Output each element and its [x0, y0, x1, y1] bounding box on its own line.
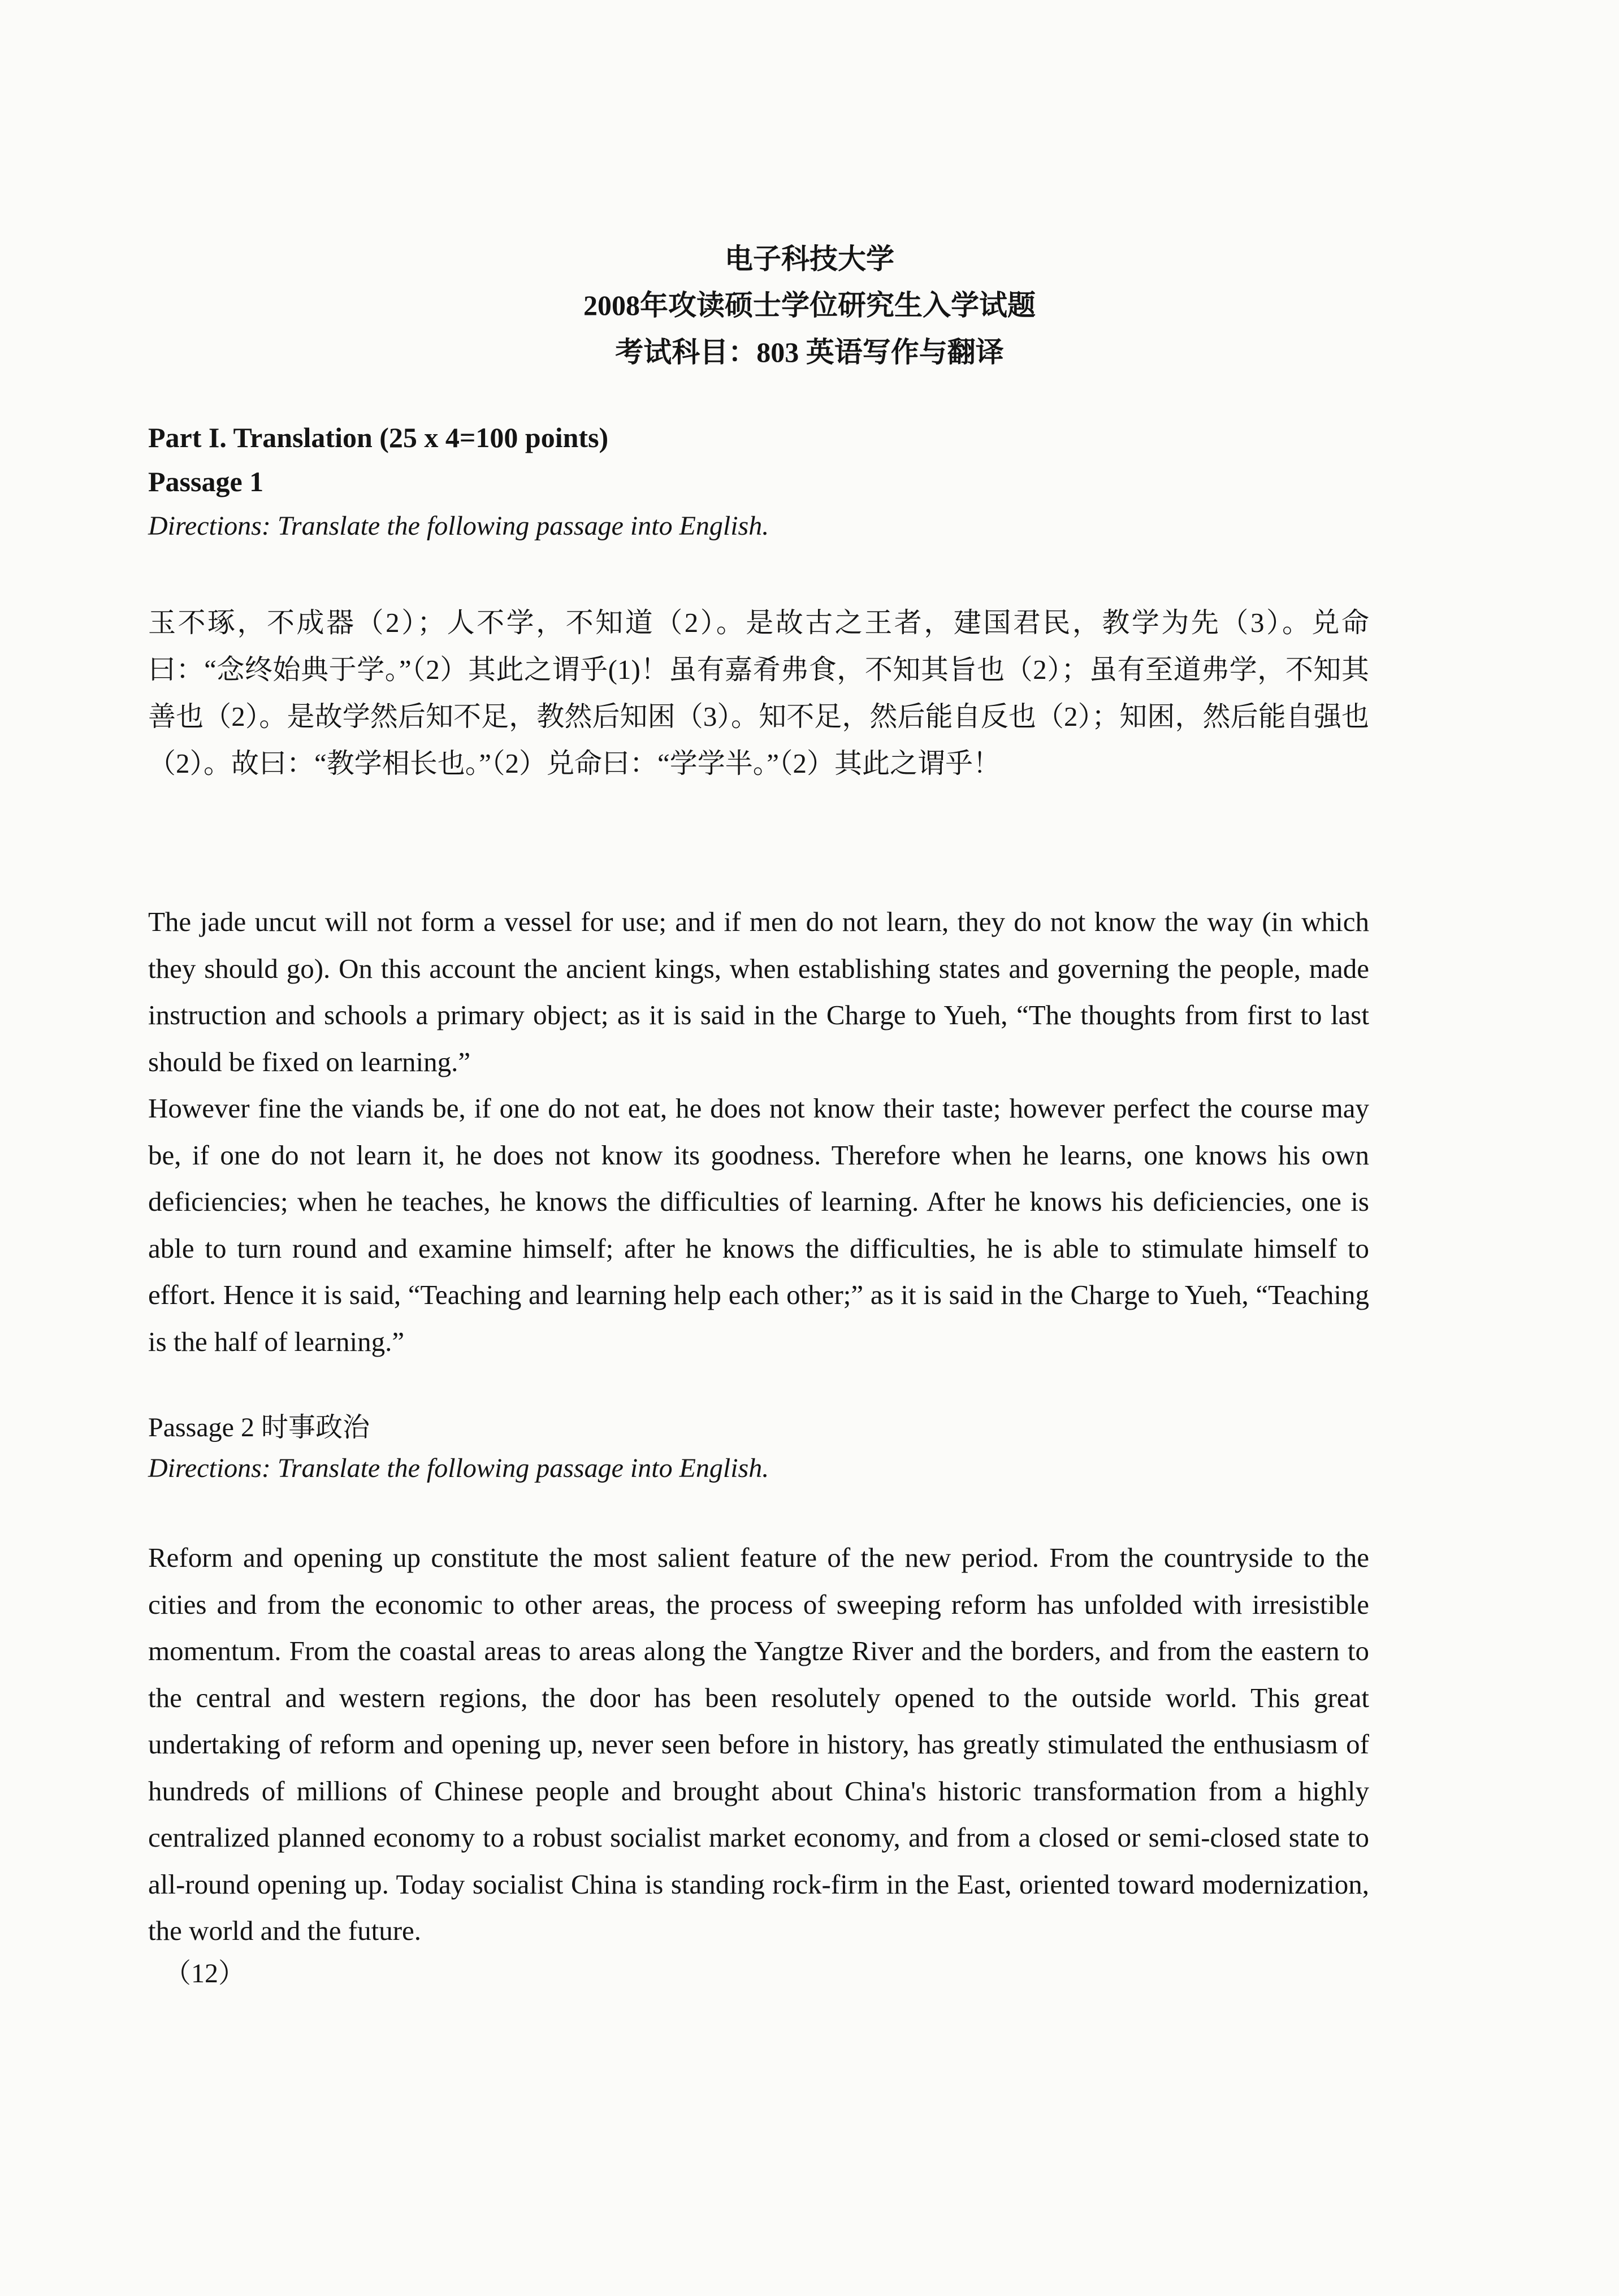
exam-subject: 考试科目：803 英语写作与翻译 — [615, 336, 1004, 368]
part-heading: Part I. Translation (25 x 4=100 points) — [148, 422, 609, 453]
exam-title: 2008年攻读硕士学位研究生入学试题 — [583, 289, 1036, 321]
passage1-heading: Passage 1 — [148, 466, 264, 497]
university-name: 电子科技大学 — [725, 243, 894, 275]
passage2-heading: Passage 2 时事政治 — [148, 1413, 370, 1442]
passage2-points: （12） — [164, 1959, 246, 1989]
passage1-directions: Directions: Translate the following passage into English. — [148, 511, 769, 541]
passage1-english-para2: However fine the viands be, if one do not eat, he does not know their taste; however perfect the course may be, if one do not learn it, he does not know its goodness. Therefore when he learns, one knows his own deficiencies; when he teaches, he knows the difficulties of learning. After he knows his deficiencies, one is able to turn round and examine himself; after he knows the difficulties, he is able to stimulate himself to effort. Hence it is said, “Teaching and learning help each other;” as it is said in the Charge to Yueh, “Teaching is the half of learning.” — [148, 1093, 1369, 1357]
passage2-directions: Directions: Translate the following passage into English. — [148, 1453, 769, 1483]
passage1-chinese-text: 玉不琢，不成器（2）；人不学，不知道（2）。是故古之王者，建国君民，教学为先（3）。兑命曰：“念终始典于学。”（2）其此之谓乎(1)！虽有嘉肴弗食，不知其旨也（2）；虽有至道弗学，不知其善也（2）。是故学然后知不足，教然后知困（3）。知不足，然后能自反也（2）；知困，然后能自强也（2）。故曰：“教学相长也。”（2）兑命曰：“学学半。”（2）其此之谓乎！ — [148, 607, 1369, 779]
passage2-english-text: Reform and opening up constitute the most salient feature of the new period. From the countryside to the cities and from the economic to other areas, the process of sweeping reform has unfolded with irresistible momentum. From the coastal areas to areas along the Yangtze River and the borders, and from the eastern to the central and western regions, the door has been resolutely opened to the outside world. This great undertaking of reform and opening up, never seen before in history, has greatly stimulated the enthusiasm of hundreds of millions of Chinese people and brought about China's historic transformation from a highly centralized planned economy to a robust socialist market economy, and from a closed or semi-closed state to all-round opening up. Today socialist China is standing rock-firm in the East, oriented toward modernization, the world and the future. — [148, 1542, 1369, 1946]
passage1-english-para1: The jade uncut will not form a vessel for use; and if men do not learn, they do not know the way (in which they should go). On this account the ancient kings, when establishing states and governing the people, made instruction and schools a primary object; as it is said in the Charge to Yueh, “The thoughts from first to last should be fixed on learning.” — [148, 906, 1369, 1077]
